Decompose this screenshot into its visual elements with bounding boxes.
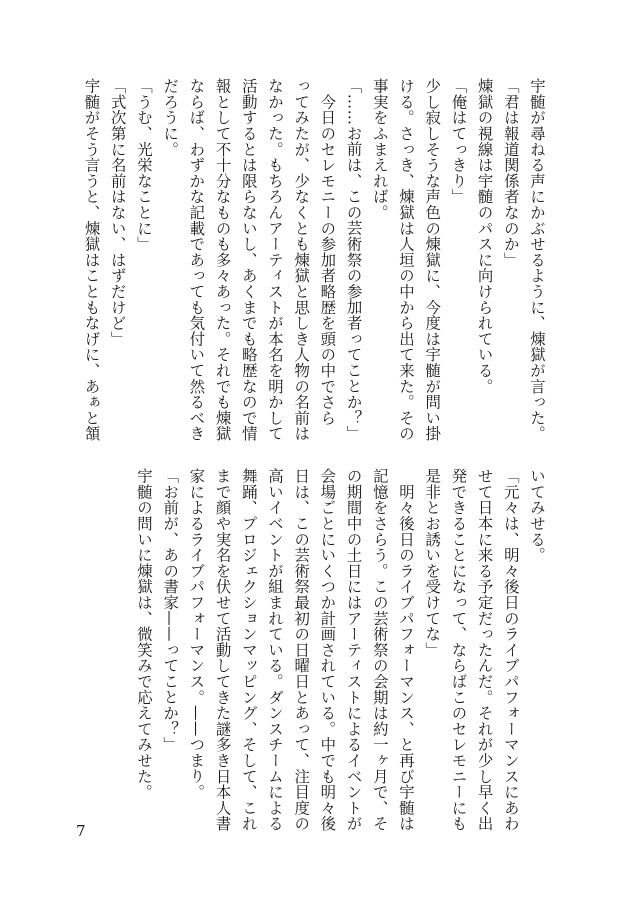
text-line: なかった。もちろんアーティストが本名を明かして: [265, 78, 284, 442]
text-line: 明々後日のライブパフォーマンス、と再び宇髄は: [396, 468, 415, 832]
text-line: 家によるライブパフォーマンス。——つまり。: [187, 468, 206, 800]
text-line: 「君は報道関係者なのか」: [501, 78, 520, 268]
text-line: 宇髄がそう言うと、煉獄はこともなげに、あぁと頷: [82, 78, 101, 442]
text-line: まで顔や実名を伏せて活動してきた謎多き日本人書: [213, 468, 232, 832]
text-line: 煉獄の視線は宇髄のパスに向けられている。: [475, 78, 494, 394]
text-line: 「うむ、光栄なことに」: [134, 78, 153, 252]
text-line: 宇髄が尋ねる声にかぶせるように、煉獄が言った。: [528, 78, 546, 442]
text-line: ってみたが、少なくとも煉獄と思しき人物の名前は: [292, 78, 311, 442]
text-line: 「俺はてっきり」: [449, 78, 468, 205]
text-line: 報として不十分なものも多々あった。それでも煉獄: [213, 78, 232, 442]
text-line: 発できることになって、ならばこのセレモニーにも: [449, 468, 468, 832]
lower-text-block: [100, 468, 550, 843]
text-line: せて日本に来る予定だったんだ。それが少し早く出: [475, 468, 494, 832]
text-line: 活動するとは限らないし、あくまでも略歴なので情: [239, 78, 258, 442]
text-line: 事実をふまえれば。: [370, 78, 389, 221]
text-line: 記憶をさらう。この芸術祭の会期は約一ヶ月で、そ: [370, 468, 389, 832]
text-line: いてみせる。: [528, 468, 546, 563]
text-line: 少し寂しそうな声色の煉獄に、今度は宇髄が問い掛: [423, 78, 442, 442]
text-line: 舞踊、プロジェクションマッピング、そして、これ: [239, 468, 258, 832]
text-line: ける。さっき、煉獄は人垣の中から出て来た。その: [396, 78, 415, 442]
text-line: 「お前が、あの書家——ってことか？」: [161, 468, 180, 753]
text-line: 今日のセレモニーの参加者略歴を頭の中でさら: [318, 78, 337, 426]
text-line: 「式次第に名前はない、はずだけど」: [108, 78, 127, 347]
text-line: ならば、わずかな記載であっても気付いて然るべき: [187, 78, 206, 442]
page-number: 7: [76, 822, 86, 840]
text-line: 日は、この芸術祭最初の日曜日とあって、注目度の: [292, 468, 311, 832]
text-line: 宇髄の問いに煉獄は、微笑みで応えてみせた。: [134, 468, 153, 800]
upper-text-block: [82, 78, 550, 453]
text-line: 是非とお誘いを受けてな」: [423, 468, 442, 658]
text-line: だろうに。: [161, 78, 180, 157]
text-line: 高いイベントが組まれている。ダンスチームによる: [265, 468, 284, 832]
text-line: の期間中の土日にはアーティストによるイベントが: [344, 468, 363, 832]
text-line: 会場ごとにいくつか計画されている。中でも明々後: [318, 468, 337, 832]
text-line: 「……お前は、この芸術祭の参加者ってことか？」: [344, 78, 363, 442]
text-line: 「元々は、明々後日のライブパフォーマンスにあわ: [501, 468, 520, 832]
